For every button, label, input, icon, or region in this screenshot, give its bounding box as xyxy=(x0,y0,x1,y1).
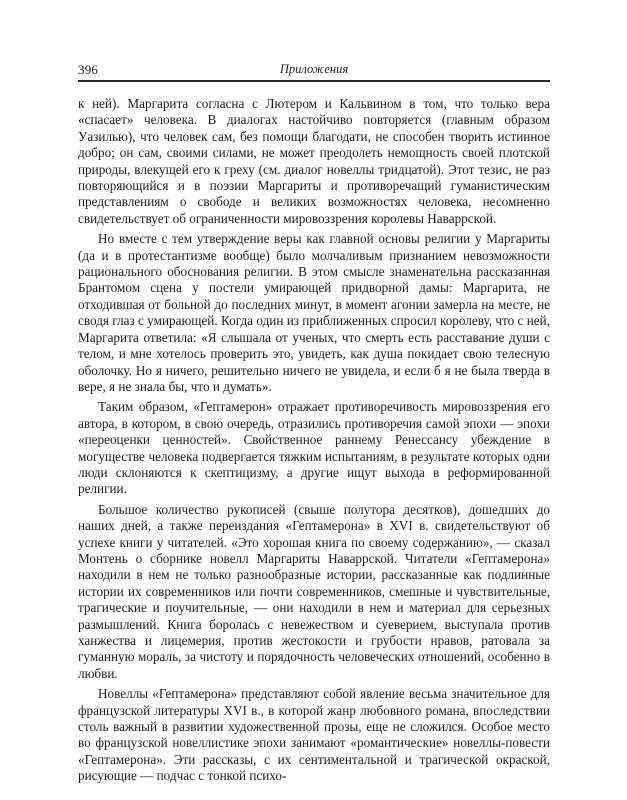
paragraph: к ней). Маргарита согласна с Лютером и Кальвином в том, что только вера «спасает» человека. В диалогах настойчиво повторяется (главным образом Уазилью), что человек сам, без помощи благодати, не способен творить истинное добро; он сам, своими силами, не может преодолеть немощность своей плотской природы, влекущей его к греху (см. диалог новеллы тридцатой). Этот тезис, не раз повторяющийся и в поэзии Маргариты и противоречащий гуманистическим представлениям о свободе и великих возможностях человека, несомненно свидетельствует об ограниченности мировоззрения королевы Наваррской. xyxy=(78,96,550,226)
paragraph: Таким образом, «Гептамерон» отражает противоречивость мировоззрения его автора, в котором, в свою очередь, отразились противоречия самой эпохи — эпохи «переоценки ценностей». Свойственное раннему Ренессансу убеждение в могуществе человека подвергается тяжким испытаниям, в результате которых одни люди склоняются к скептицизму, а другие ищут выхода в реформированной религии. xyxy=(78,399,550,497)
body-text xyxy=(78,96,550,785)
paragraph: Но вместе с тем утверждение веры как главной основы религии у Маргариты (да и в протестантизме вообще) было молчаливым признанием невозможности рационального обоснования религии. В этом смысле знаменательна рассказанная Брантомом сцена у постели умирающей придворной дамы: Маргарита, не отходившая от больной до последних минут, в момент агонии замерла на месте, не сводя глаз с умирающей. Когда один из приближенных спросил королеву, что с ней, Маргарита ответила: «Я слышала от ученых, что смерть есть расставание души с телом, и мне хотелось проверить это, увидеть, как душа покидает свою телесную оболочку. Но я ничего, решительно ничего не увидела, и если б я не была тверда в вере, я не знала бы, что и думать». xyxy=(78,231,550,394)
page-number: 396 xyxy=(78,62,99,77)
running-title: Приложения xyxy=(279,62,349,76)
book-page xyxy=(78,62,550,785)
paragraph: Новеллы «Гептамерона» представляют собой явление весьма значительное для французской литературы XVI в., в которой жанр любовного романа, впоследствии столь важный в развитии художественной прозы, еще не сложился. Особое место во французской новеллистике эпохи занимают «романтические» новеллы-повести «Гептамерона». Эти рассказы, с их сентиментальной и трагической окраской, рисующие — подчас с тонкой психо- xyxy=(78,686,550,784)
paragraph: Большое количество рукописей (свыше полутора десятков), дошедших до наших дней, а также переиздания «Гептамерона» в XVI в. свидетельствуют об успехе книги у читателей. «Это хорошая книга по своему содержанию», — сказал Монтень о сборнике новелл Маргариты Наваррской. Читатели «Гептамерона» находили в нем не только разнообразные истории, рассказанные как подлинные истории их современников или почти современников, смешные и чувствительные, трагические и поучительные, — они находили в нем и материал для серьезных размышлений. Книга боролась с невежеством и суеверием, выступала против ханжества и лицемерия, против жестокости и грубости нравов, ратовала за гуманную мораль, за чистоту и порядочность человеческих отношений, особенно в любви. xyxy=(78,501,550,681)
page-header xyxy=(78,62,550,82)
